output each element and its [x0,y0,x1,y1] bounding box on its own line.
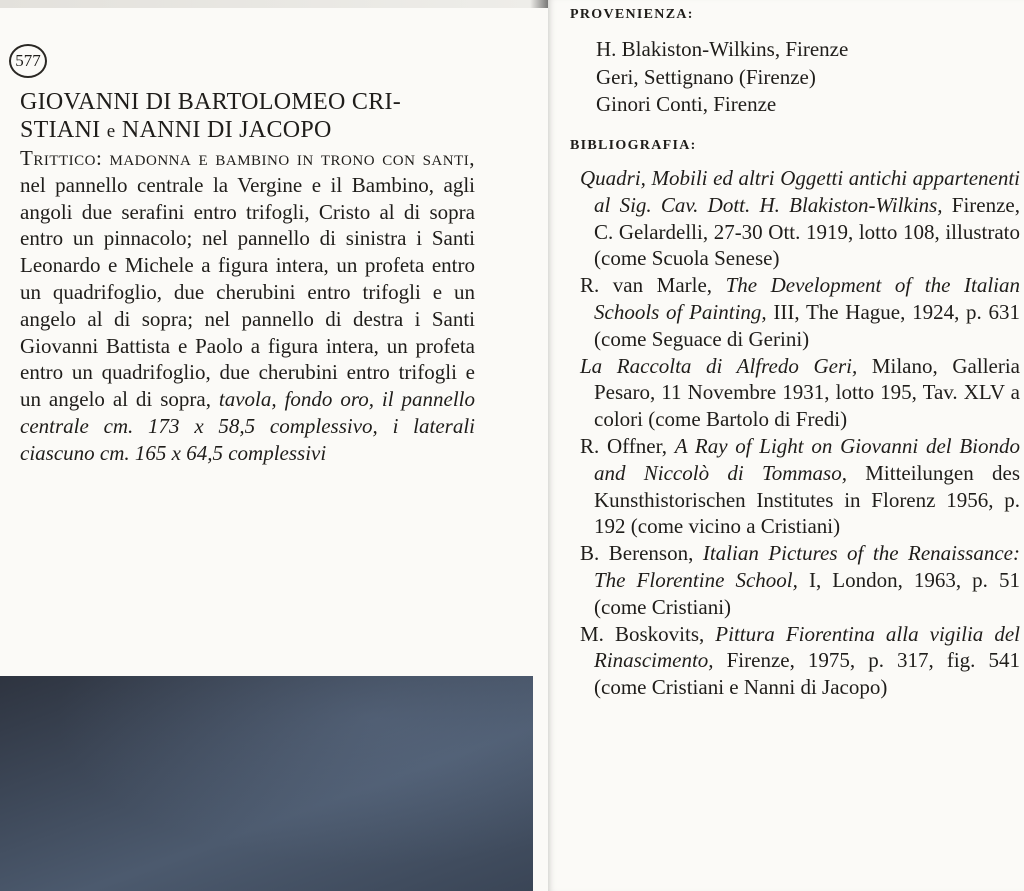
provenance-item: H. Blakiston-Wilkins, Firenze [596,37,849,61]
provenance-item: Geri, Settignano (Firenze) [596,64,816,89]
bib-details: I, London, 1963, p. 51 (come Cristiani) [594,567,1020,619]
description-body: nel pannello centrale la Vergine e il Bambino, agli angoli due serafini entro trifogli, Cristo al di sopra entro un pinnacolo; nel pannello di sinistra i Santi Leonardo e Michele a figura intera, un profeta entro un quadrifoglio, due cherubini entro trifogli e un angelo al di sopra; nel pannello di destra i Santi Giovanni Battista e Paolo a figura intera, un profeta entro un quadrifoglio, due cherubini entro trifogli e un angelo al di sopra, [20,172,475,412]
bibliography-item [580,165,1020,272]
bib-details: Firenze, 1975, p. 317, fig. 541 (come Cristiani e Nanni di Jacopo) [594,648,1020,700]
bib-title: La Raccolta di Alfredo Geri, [580,353,858,378]
catalogue-number: 577 [9,44,47,78]
bibliography-item [580,621,1020,701]
bib-title: Italian Pictures of the Renaissance: The Florentine School, [594,541,1020,592]
title-line-2c: NANNI DI JACOPO [121,117,332,143]
bib-details: Firenze, C. Gelardelli, 27-30 Ott. 1919, lotto 108, illustrato (come Scuola Senese) [594,192,1020,271]
bib-author: R. van Marle, [580,273,726,298]
bib-author: R. Offner, [580,433,675,458]
title-line-1: GIOVANNI DI BARTOLOMEO CRI- [20,89,402,115]
bib-details: Milano, Galleria Pesaro, 11 Novembre 1931, lotto 195, Tav. XLV a colori (come Bartolo di Fredi) [594,353,1020,432]
artist-title [20,88,480,146]
bib-title: The Development of the Italian Schools of Painting, [594,273,1020,324]
title-conjunction: e [106,121,116,142]
bib-title: A Ray of Light on Giovanni del Biondo and Niccolò di Tommaso, [594,433,1020,485]
bib-title: Quadri, Mobili ed altri Oggetti antichi appartenenti al Sig. Cav. Dott. H. Blakiston-Wilkins, [580,166,1020,217]
artwork-description [20,145,475,467]
bib-author: B. Berenson, [580,541,703,566]
bibliography-item [580,540,1020,620]
bib-author: M. Boskovits, [580,621,716,646]
bibliography-item [580,272,1020,352]
photo-plate [0,676,533,891]
artwork-subject: Trittico: madonna e bambino in trono con santi, [20,146,475,170]
bibliography-item [580,433,1020,540]
bib-details: Mitteilungen des Kunsthistorischen Institutes in Florenz 1956, p. 192 (come vicino a Cristiani) [594,460,1020,539]
bib-title: Pittura Fiorentina alla vigilia del Rinascimento, [594,621,1021,673]
title-line-2a: STIANI [20,117,101,143]
provenance-item: Ginori Conti, Firenze [596,92,777,116]
medium-dimensions: tavola, fondo oro, il pannello centrale cm. 173 x 58,5 complessivo, i laterali ciascuno cm. 165 x 64,5 complessivi [20,387,476,465]
bibliography-heading: BIBLIOGRAFIA: [570,138,697,153]
bibliography-item [580,353,1020,433]
bib-details: III, The Hague, 1924, p. 631 (come Seguace di Gerini) [594,299,1020,351]
bibliography-list [580,165,1020,701]
provenance-list [596,36,848,119]
provenance-heading: PROVENIENZA: [570,7,694,22]
